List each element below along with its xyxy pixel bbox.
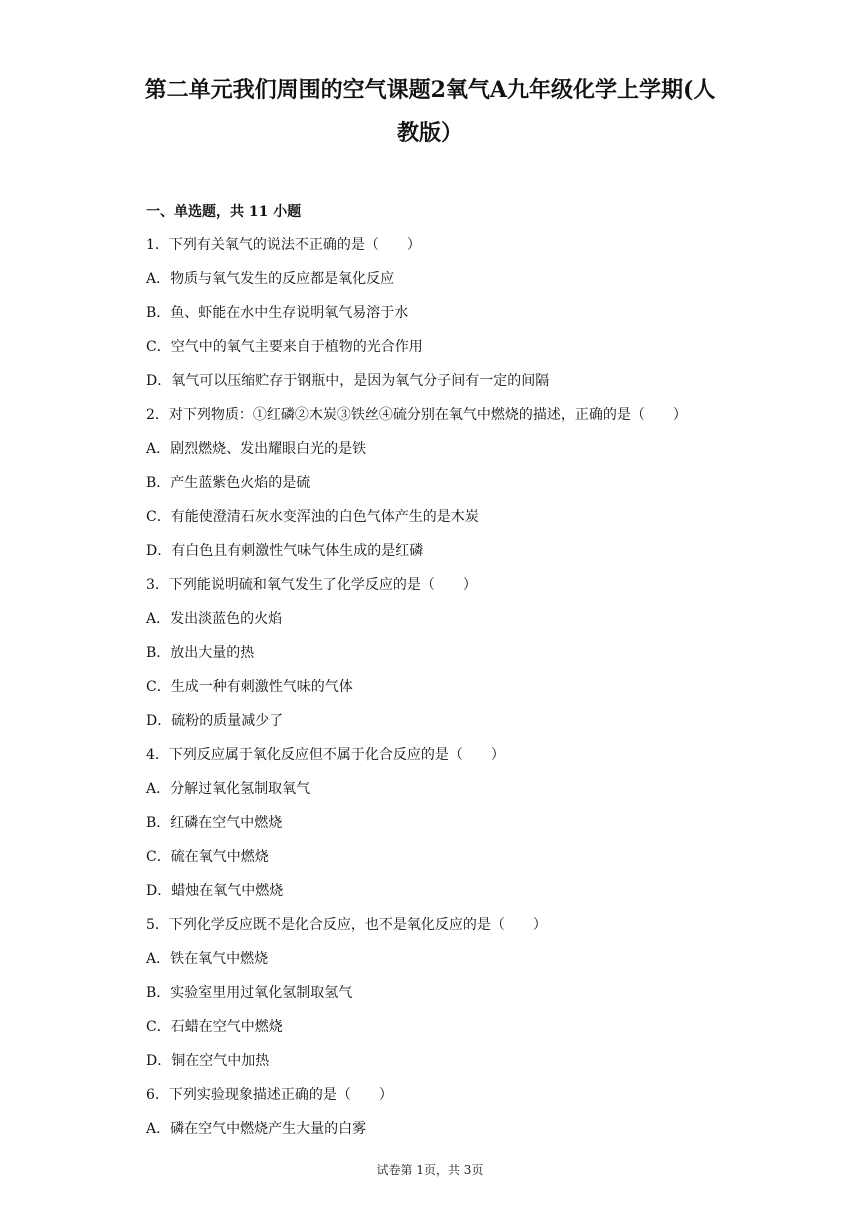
question-3 xyxy=(146,568,766,738)
document-title-line-1: 第二单元我们周围的空气课题2氧气A九年级化学上学期(人 xyxy=(144,77,716,103)
option-b: B．鱼、虾能在水中生存说明氧气易溶于水 xyxy=(146,305,409,321)
question-stem: 6．下列实验现象描述正确的是（ ） xyxy=(146,1087,393,1103)
option-a: A．发出淡蓝色的火焰 xyxy=(146,611,283,627)
option-d: D．硫粉的质量减少了 xyxy=(146,713,284,729)
option-a: A．剧烈燃烧、发出耀眼白光的是铁 xyxy=(146,441,367,457)
question-stem: 5．下列化学反应既不是化合反应，也不是氧化反应的是（ ） xyxy=(146,917,547,933)
option-c: C．有能使澄清石灰水变浑浊的白色气体产生的是木炭 xyxy=(146,509,479,525)
option-a: A．物质与氧气发生的反应都是氧化反应 xyxy=(146,271,395,287)
option-c: C．空气中的氧气主要来自于植物的光合作用 xyxy=(146,339,423,355)
question-stem: 1．下列有关氧气的说法不正确的是（ ） xyxy=(146,237,421,253)
option-b: B．产生蓝紫色火焰的是硫 xyxy=(146,475,311,491)
option-b: B．红磷在空气中燃烧 xyxy=(146,815,283,831)
option-b: B．放出大量的热 xyxy=(146,645,255,661)
option-d: D．铜在空气中加热 xyxy=(146,1053,270,1069)
section-heading: 一、单选题，共 11 小题 xyxy=(146,204,302,220)
question-4 xyxy=(146,738,766,908)
page-footer: 试卷第 1页，共 3页 xyxy=(376,1163,484,1177)
option-c: C．硫在氧气中燃烧 xyxy=(146,849,269,865)
option-a: A．铁在氧气中燃烧 xyxy=(146,951,269,967)
option-a: A．磷在空气中燃烧产生大量的白雾 xyxy=(146,1121,367,1137)
option-d: D．氧气可以压缩贮存于钢瓶中，是因为氧气分子间有一定的间隔 xyxy=(146,373,550,389)
option-c: C．石蜡在空气中燃烧 xyxy=(146,1019,283,1035)
question-2 xyxy=(146,398,766,568)
question-5 xyxy=(146,908,766,1078)
question-stem: 2．对下列物质：①红磷②木炭③铁丝④硫分别在氧气中燃烧的描述，正确的是（ ） xyxy=(146,407,687,423)
question-6 xyxy=(146,1078,766,1146)
document-title-line-2: 教版） xyxy=(396,120,463,146)
question-stem: 3．下列能说明硫和氧气发生了化学反应的是（ ） xyxy=(146,577,477,593)
option-a: A．分解过氧化氢制取氧气 xyxy=(146,781,311,797)
option-b: B．实验室里用过氧化氢制取氢气 xyxy=(146,985,353,1001)
option-c: C．生成一种有刺激性气味的气体 xyxy=(146,679,353,695)
question-list xyxy=(146,228,766,1146)
option-d: D．有白色且有刺激性气味气体生成的是红磷 xyxy=(146,543,424,559)
question-stem: 4．下列反应属于氧化反应但不属于化合反应的是（ ） xyxy=(146,747,505,763)
question-1 xyxy=(146,228,766,398)
option-d: D．蜡烛在氧气中燃烧 xyxy=(146,883,284,899)
